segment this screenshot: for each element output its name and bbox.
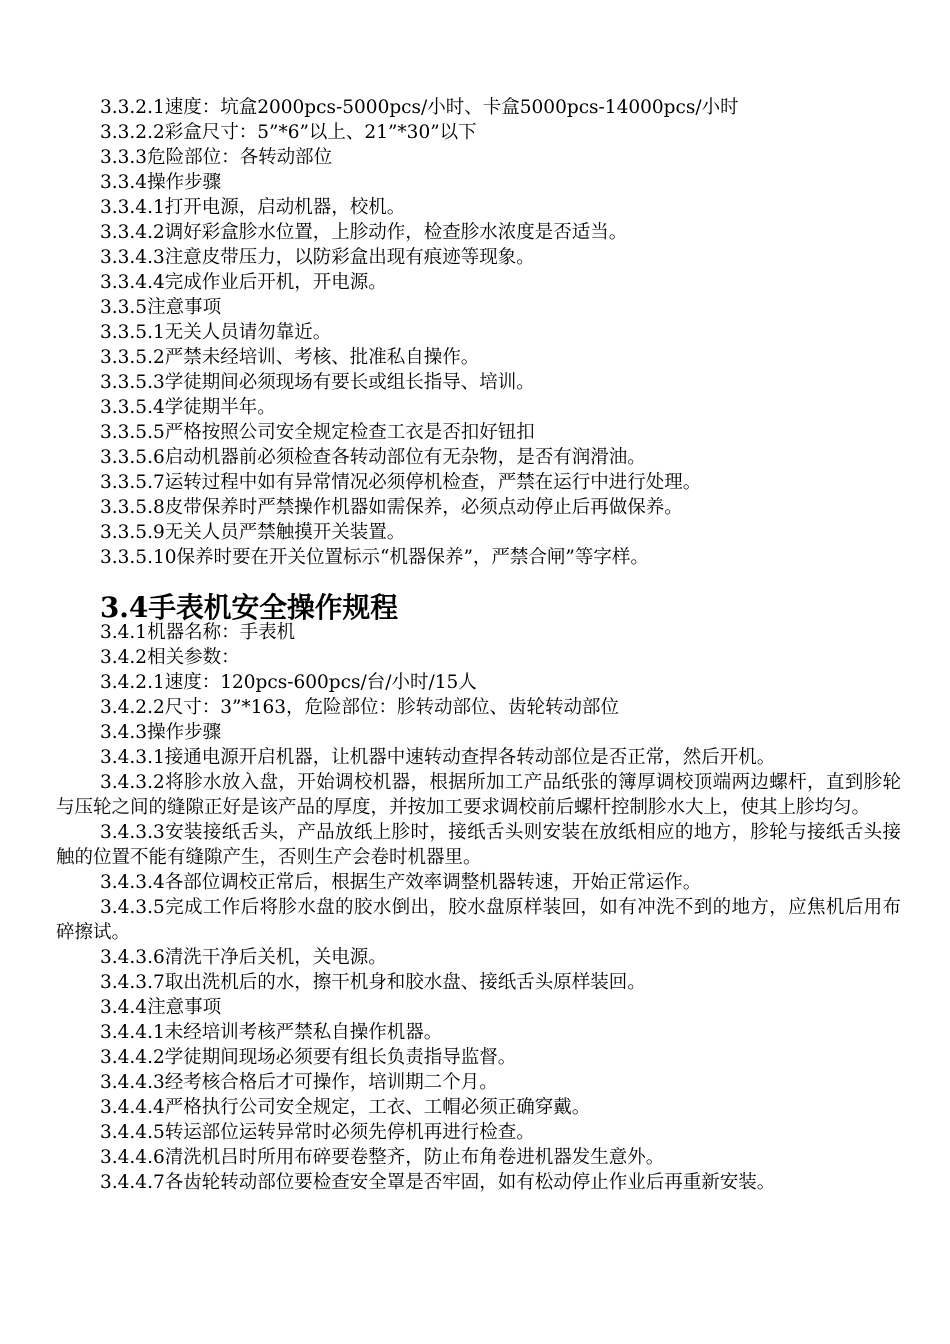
text-line: 3.4.2相关参数： xyxy=(100,647,240,668)
text-line: 3.4.4.4严格执行公司安全规定，工衣、工帽必须正确穿戴。 xyxy=(100,1097,591,1118)
text-line: 3.3.4.2调好彩盒胗水位置，上胗动作，检查胗水浓度是否适当。 xyxy=(100,222,628,243)
text-line: 3.3.4.1打开电源，启动机器，校机。 xyxy=(100,197,406,218)
text-line: 3.3.5.6启动机器前必须检查各转动部位有无杂物，是否有润滑油。 xyxy=(100,447,646,468)
text-line: 3.4.3操作步骤 xyxy=(100,722,222,743)
section-heading: 3.4手表机安全操作规程 xyxy=(100,591,399,624)
text-line: 3.3.3危险部位：各转动部位 xyxy=(100,147,333,168)
document-page xyxy=(56,95,901,1195)
text-line: 3.3.2.1速度：坑盒2000pcs-5000pcs/小时、卡盒5000pcs-14000pcs/小时 xyxy=(100,97,739,118)
text-line: 3.3.5.3学徒期间必须现场有要长或组长指导、培训。 xyxy=(100,372,535,393)
text-line: 3.4.2.1速度：120pcs-600pcs/台/小时/15人 xyxy=(100,672,477,693)
text-line: 3.4.4.5转运部位运转异常时必须先停机再进行检查。 xyxy=(100,1122,535,1143)
paragraph: 3.4.3.1接通电源开启机器，让机器中速转动查捍各转动部位是否正常，然后开机。 xyxy=(100,747,776,768)
text-line: 3.4.1机器名称：手表机 xyxy=(100,622,296,643)
paragraph: 3.4.4.7各齿轮转动部位要检查安全罩是否牢固，如有松动停止作业后再重新安装。 xyxy=(100,1172,776,1193)
text-line: 3.3.5.10保养时要在开关位置标示“机器保养”，严禁合闸”等字样。 xyxy=(100,547,649,568)
text-line: 3.3.5.4学徒期半年。 xyxy=(100,397,276,418)
text-line: 3.3.5.8皮带保养时严禁操作机器如需保养，必须点动停止后再做保养。 xyxy=(100,497,683,518)
text-line: 3.3.5.7运转过程中如有异常情况必须停机检查，严禁在运行中进行处理。 xyxy=(100,472,702,493)
text-line: 3.4.4.6清洗机吕时所用布碎要卷整齐，防止布角卷进机器发生意外。 xyxy=(100,1147,665,1168)
paragraph: 3.4.3.5完成工作后将胗水盘的胶水倒出，胶水盘原样装回，如有冲洗不到的地方，应焦机后用布碎擦试。 xyxy=(56,897,901,943)
text-line: 3.4.4.1未经培训考核严禁私自操作机器。 xyxy=(100,1022,443,1043)
text-line: 3.4.3.7取出洗机后的水，擦干机身和胶水盘、接纸舌头原样装回。 xyxy=(100,972,646,993)
text-line: 3.3.4.4完成作业后开机，开电源。 xyxy=(100,272,387,293)
text-line: 3.3.5.1无关人员请勿靠近。 xyxy=(100,322,332,343)
paragraph: 3.4.3.3安装接纸舌头，产品放纸上胗时，接纸舌头则安装在放纸相应的地方，胗轮与接纸舌头接触的位置不能有缝隙产生，否则生产会卷时机器里。 xyxy=(56,822,901,868)
text-line: 3.4.4注意事项 xyxy=(100,997,222,1018)
paragraph: 3.4.3.2将胗水放入盘，开始调校机器，根据所加工产品纸张的簿厚调校顶端两边螺杆，直到胗轮与压轮之间的缝隙正好是该产品的厚度，并按加工要求调校前后螺杆控制胗水大上，使其上胗均匀。 xyxy=(56,772,901,818)
text-line: 3.3.5注意事项 xyxy=(100,297,222,318)
text-line: 3.3.5.2严禁未经培训、考核、批准私自操作。 xyxy=(100,347,480,368)
section-3-3-block xyxy=(56,95,901,570)
text-line: 3.4.3.6清洗干净后关机，关电源。 xyxy=(100,947,387,968)
text-line: 3.3.4.3注意皮带压力，以防彩盒出现有痕迹等现象。 xyxy=(100,247,535,268)
text-line: 3.3.4操作步骤 xyxy=(100,172,222,193)
text-line: 3.4.4.3经考核合格后才可操作，培训期二个月。 xyxy=(100,1072,498,1093)
text-line: 3.3.5.9无关人员严禁触摸开关装置。 xyxy=(100,522,406,543)
text-line: 3.4.4.2学徒期间现场必须要有组长负责指导监督。 xyxy=(100,1047,517,1068)
text-line: 3.3.5.5严格按照公司安全规定检查工衣是否扣好钮扣 xyxy=(100,422,535,443)
text-line: 3.4.2.2尺寸：3”*163，危险部位：胗转动部位、齿轮转动部位 xyxy=(100,697,620,718)
section-3-4-block xyxy=(56,591,901,1195)
text-line: 3.4.3.4各部位调校正常后，根据生产效率调整机器转速，开始正常运作。 xyxy=(100,872,702,893)
text-line: 3.3.2.2彩盒尺寸：5”*6”以上、21”*30”以下 xyxy=(100,122,477,143)
